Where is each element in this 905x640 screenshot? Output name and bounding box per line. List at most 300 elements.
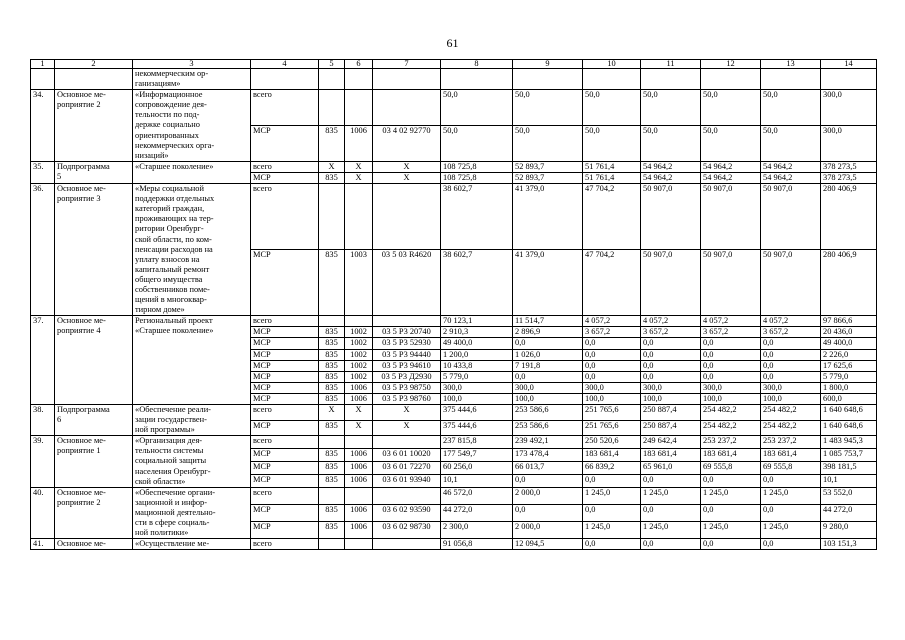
cell-c7: 03 5 Р3 20740 xyxy=(373,327,441,338)
event-description-cell: «Старшее поколение» xyxy=(133,161,251,183)
column-number: 9 xyxy=(513,60,583,69)
column-number: 10 xyxy=(583,60,641,69)
cell-c10: 50,0 xyxy=(583,126,641,162)
table-row xyxy=(31,405,877,421)
cell-c13: 50,0 xyxy=(761,90,821,126)
cell-c10: 4 057,2 xyxy=(583,316,641,327)
cell-c7: Х xyxy=(373,161,441,172)
row-number-cell: 39. xyxy=(31,436,55,487)
cell-c13: 254 482,2 xyxy=(761,420,821,436)
cell-c9: 52 893,7 xyxy=(513,161,583,172)
cell-c8: 375 444,6 xyxy=(441,420,513,436)
cell-c4: МСР xyxy=(251,462,319,475)
cell-c5 xyxy=(319,316,345,327)
cell-c10: 300,0 xyxy=(583,382,641,393)
cell-c7: 03 5 03 R4620 xyxy=(373,250,441,316)
cell-c6: 1006 xyxy=(345,474,373,487)
cell-c6: 1006 xyxy=(345,449,373,462)
cell-c6: 1002 xyxy=(345,371,373,382)
cell-c10 xyxy=(583,69,641,90)
cell-c14: 20 436,0 xyxy=(821,327,877,338)
cell-c5: 835 xyxy=(319,420,345,436)
cell-c8: 60 256,0 xyxy=(441,462,513,475)
cell-c6: Х xyxy=(345,405,373,421)
cell-c10: 50,0 xyxy=(583,90,641,126)
event-description-cell: «Осуществление ме- xyxy=(133,539,251,550)
cell-c5 xyxy=(319,69,345,90)
cell-c4: всего xyxy=(251,184,319,250)
cell-c12: 0,0 xyxy=(701,504,761,521)
cell-c7: Х xyxy=(373,405,441,421)
cell-c13: 50 907,0 xyxy=(761,184,821,250)
cell-c10: 0,0 xyxy=(583,539,641,550)
cell-c14: 398 181,5 xyxy=(821,462,877,475)
cell-c4: МСР xyxy=(251,504,319,521)
cell-c7: Х xyxy=(373,420,441,436)
cell-c4 xyxy=(251,69,319,90)
cell-c10: 0,0 xyxy=(583,504,641,521)
cell-c14: 2 226,0 xyxy=(821,349,877,360)
cell-c11: 0,0 xyxy=(641,474,701,487)
cell-c13: 1 245,0 xyxy=(761,522,821,539)
cell-c4: МСР xyxy=(251,327,319,338)
column-number: 14 xyxy=(821,60,877,69)
cell-c8: 10 433,8 xyxy=(441,360,513,371)
cell-c13: 0,0 xyxy=(761,539,821,550)
cell-c7: 03 6 01 93940 xyxy=(373,474,441,487)
column-number-row xyxy=(31,60,877,69)
cell-c13: 0,0 xyxy=(761,371,821,382)
cell-c6: 1006 xyxy=(345,522,373,539)
cell-c14: 1 085 753,7 xyxy=(821,449,877,462)
row-number-cell: 34. xyxy=(31,90,55,162)
cell-c11: 50,0 xyxy=(641,90,701,126)
cell-c7 xyxy=(373,69,441,90)
cell-c10: 47 704,2 xyxy=(583,250,641,316)
cell-c14: 97 866,6 xyxy=(821,316,877,327)
cell-c5 xyxy=(319,487,345,504)
cell-c7: 03 5 Р3 94610 xyxy=(373,360,441,371)
cell-c7: 03 6 01 10020 xyxy=(373,449,441,462)
cell-c5 xyxy=(319,90,345,126)
cell-c10: 66 839,2 xyxy=(583,462,641,475)
column-number: 8 xyxy=(441,60,513,69)
cell-c10: 0,0 xyxy=(583,371,641,382)
cell-c11: 54 964,2 xyxy=(641,161,701,172)
cell-c14: 1 640 648,6 xyxy=(821,405,877,421)
event-name-cell: Основное ме- роприятие 2 xyxy=(55,90,133,162)
cell-c7: 03 6 01 72270 xyxy=(373,462,441,475)
cell-c6 xyxy=(345,487,373,504)
cell-c6 xyxy=(345,316,373,327)
event-description-cell: «Обеспечение органи- зационной и инфор- мационной деятельно- сти в сфере социаль- ной политики» xyxy=(133,487,251,538)
cell-c9: 2 000,0 xyxy=(513,522,583,539)
cell-c8: 1 200,0 xyxy=(441,349,513,360)
cell-c9: 0,0 xyxy=(513,338,583,349)
cell-c4: МСР xyxy=(251,382,319,393)
cell-c13: 69 555,8 xyxy=(761,462,821,475)
cell-c8: 2 300,0 xyxy=(441,522,513,539)
event-name-cell: Основное ме- роприятие 4 xyxy=(55,316,133,405)
cell-c9: 100,0 xyxy=(513,393,583,404)
cell-c11: 0,0 xyxy=(641,349,701,360)
column-number: 12 xyxy=(701,60,761,69)
cell-c13: 54 964,2 xyxy=(761,161,821,172)
cell-c13: 50,0 xyxy=(761,126,821,162)
event-description-cell: некоммерческим ор- ганизациям» xyxy=(133,69,251,90)
cell-c7 xyxy=(373,90,441,126)
cell-c12: 253 237,2 xyxy=(701,436,761,449)
cell-c5: 835 xyxy=(319,393,345,404)
cell-c4: всего xyxy=(251,487,319,504)
cell-c7: 03 5 Р3 94440 xyxy=(373,349,441,360)
cell-c13: 300,0 xyxy=(761,382,821,393)
cell-c4: всего xyxy=(251,316,319,327)
cell-c9: 41 379,0 xyxy=(513,250,583,316)
cell-c7: 03 4 02 92770 xyxy=(373,126,441,162)
cell-c8: 237 815,8 xyxy=(441,436,513,449)
cell-c8: 70 123,1 xyxy=(441,316,513,327)
cell-c10: 250 520,6 xyxy=(583,436,641,449)
event-description-cell: «Организация дея- тельности системы социальной защиты населения Оренбург- ской области» xyxy=(133,436,251,487)
cell-c4: всего xyxy=(251,405,319,421)
cell-c4: МСР xyxy=(251,338,319,349)
cell-c13: 100,0 xyxy=(761,393,821,404)
cell-c9: 253 586,6 xyxy=(513,420,583,436)
cell-c9: 0,0 xyxy=(513,371,583,382)
column-number: 4 xyxy=(251,60,319,69)
cell-c10: 0,0 xyxy=(583,474,641,487)
cell-c9: 50,0 xyxy=(513,90,583,126)
cell-c11: 50 907,0 xyxy=(641,250,701,316)
cell-c14: 17 625,6 xyxy=(821,360,877,371)
column-number: 2 xyxy=(55,60,133,69)
cell-c5: 835 xyxy=(319,327,345,338)
cell-c12: 254 482,2 xyxy=(701,405,761,421)
cell-c4: МСР xyxy=(251,474,319,487)
cell-c6: Х xyxy=(345,420,373,436)
cell-c10: 251 765,6 xyxy=(583,405,641,421)
cell-c13: 0,0 xyxy=(761,504,821,521)
cell-c9 xyxy=(513,69,583,90)
cell-c7 xyxy=(373,487,441,504)
cell-c11: 100,0 xyxy=(641,393,701,404)
cell-c9: 0,0 xyxy=(513,504,583,521)
cell-c13: 1 245,0 xyxy=(761,487,821,504)
table-row xyxy=(31,539,877,550)
cell-c14: 1 483 945,3 xyxy=(821,436,877,449)
cell-c8: 50,0 xyxy=(441,126,513,162)
cell-c11: 0,0 xyxy=(641,539,701,550)
cell-c13: 183 681,4 xyxy=(761,449,821,462)
cell-c8: 46 572,0 xyxy=(441,487,513,504)
cell-c6: Х xyxy=(345,172,373,183)
cell-c13: 54 964,2 xyxy=(761,172,821,183)
cell-c9: 2 896,9 xyxy=(513,327,583,338)
cell-c12 xyxy=(701,69,761,90)
event-name-cell: Подпрограмма 5 xyxy=(55,161,133,183)
cell-c8: 10,1 xyxy=(441,474,513,487)
cell-c14: 53 552,0 xyxy=(821,487,877,504)
cell-c14: 280 406,9 xyxy=(821,250,877,316)
column-number: 13 xyxy=(761,60,821,69)
table-row xyxy=(31,90,877,126)
cell-c13: 50 907,0 xyxy=(761,250,821,316)
cell-c11: 3 657,2 xyxy=(641,327,701,338)
cell-c10: 1 245,0 xyxy=(583,522,641,539)
cell-c9: 12 094,5 xyxy=(513,539,583,550)
cell-c12: 100,0 xyxy=(701,393,761,404)
cell-c5: 835 xyxy=(319,250,345,316)
cell-c11: 183 681,4 xyxy=(641,449,701,462)
event-name-cell: Основное ме- xyxy=(55,539,133,550)
cell-c11: 1 245,0 xyxy=(641,522,701,539)
cell-c7: Х xyxy=(373,172,441,183)
cell-c8: 44 272,0 xyxy=(441,504,513,521)
cell-c14: 1 640 648,6 xyxy=(821,420,877,436)
cell-c14: 44 272,0 xyxy=(821,504,877,521)
cell-c12: 300,0 xyxy=(701,382,761,393)
cell-c12: 50 907,0 xyxy=(701,250,761,316)
event-description-cell: «Обеспечение реали- зации государствен- ной программы» xyxy=(133,405,251,436)
cell-c12: 0,0 xyxy=(701,360,761,371)
cell-c12: 50 907,0 xyxy=(701,184,761,250)
cell-c13: 0,0 xyxy=(761,349,821,360)
event-name-cell: Подпрограмма 6 xyxy=(55,405,133,436)
cell-c11: 250 887,4 xyxy=(641,405,701,421)
cell-c8: 38 602,7 xyxy=(441,250,513,316)
row-number-cell xyxy=(31,69,55,90)
cell-c8 xyxy=(441,69,513,90)
cell-c9: 50,0 xyxy=(513,126,583,162)
cell-c9: 239 492,1 xyxy=(513,436,583,449)
cell-c11: 4 057,2 xyxy=(641,316,701,327)
cell-c5: 835 xyxy=(319,522,345,539)
event-name-cell xyxy=(55,69,133,90)
cell-c10: 0,0 xyxy=(583,338,641,349)
cell-c11: 250 887,4 xyxy=(641,420,701,436)
cell-c11: 300,0 xyxy=(641,382,701,393)
cell-c5: 835 xyxy=(319,338,345,349)
cell-c4: МСР xyxy=(251,522,319,539)
cell-c14: 5 779,0 xyxy=(821,371,877,382)
cell-c13 xyxy=(761,69,821,90)
cell-c7: 03 5 Р3 Д2930 xyxy=(373,371,441,382)
cell-c8: 375 444,6 xyxy=(441,405,513,421)
cell-c14: 9 280,0 xyxy=(821,522,877,539)
cell-c13: 0,0 xyxy=(761,474,821,487)
cell-c13: 254 482,2 xyxy=(761,405,821,421)
cell-c7: 03 5 Р3 98760 xyxy=(373,393,441,404)
row-number-cell: 38. xyxy=(31,405,55,436)
cell-c4: МСР xyxy=(251,349,319,360)
cell-c6: 1002 xyxy=(345,327,373,338)
cell-c12: 54 964,2 xyxy=(701,172,761,183)
cell-c6 xyxy=(345,539,373,550)
cell-c11: 0,0 xyxy=(641,371,701,382)
cell-c5: Х xyxy=(319,161,345,172)
cell-c6: 1006 xyxy=(345,393,373,404)
cell-c7: 03 6 02 93590 xyxy=(373,504,441,521)
cell-c12: 0,0 xyxy=(701,371,761,382)
table-row xyxy=(31,69,877,90)
cell-c5 xyxy=(319,539,345,550)
cell-c7 xyxy=(373,436,441,449)
cell-c6: 1002 xyxy=(345,338,373,349)
cell-c7: 03 6 02 98730 xyxy=(373,522,441,539)
cell-c5: 835 xyxy=(319,462,345,475)
cell-c4: МСР xyxy=(251,393,319,404)
cell-c8: 5 779,0 xyxy=(441,371,513,382)
cell-c10: 0,0 xyxy=(583,360,641,371)
table-row xyxy=(31,184,877,250)
cell-c12: 0,0 xyxy=(701,338,761,349)
cell-c4: МСР xyxy=(251,420,319,436)
table-row xyxy=(31,316,877,327)
cell-c9: 52 893,7 xyxy=(513,172,583,183)
row-number-cell: 40. xyxy=(31,487,55,538)
event-name-cell: Основное ме- роприятие 1 xyxy=(55,436,133,487)
cell-c8: 108 725,8 xyxy=(441,161,513,172)
cell-c12: 50,0 xyxy=(701,90,761,126)
cell-c14: 103 151,3 xyxy=(821,539,877,550)
cell-c5: 835 xyxy=(319,474,345,487)
cell-c6 xyxy=(345,69,373,90)
cell-c5: 835 xyxy=(319,449,345,462)
cell-c5: Х xyxy=(319,405,345,421)
cell-c10: 47 704,2 xyxy=(583,184,641,250)
cell-c14: 300,0 xyxy=(821,90,877,126)
cell-c10: 51 761,4 xyxy=(583,161,641,172)
cell-c5: 835 xyxy=(319,382,345,393)
cell-c12: 54 964,2 xyxy=(701,161,761,172)
cell-c8: 49 400,0 xyxy=(441,338,513,349)
cell-c5: 835 xyxy=(319,126,345,162)
cell-c12: 0,0 xyxy=(701,474,761,487)
cell-c4: МСР xyxy=(251,172,319,183)
cell-c9: 253 586,6 xyxy=(513,405,583,421)
cell-c14: 378 273,5 xyxy=(821,172,877,183)
cell-c11: 0,0 xyxy=(641,338,701,349)
column-number: 11 xyxy=(641,60,701,69)
cell-c14: 49 400,0 xyxy=(821,338,877,349)
cell-c4: МСР xyxy=(251,449,319,462)
cell-c8: 108 725,8 xyxy=(441,172,513,183)
cell-c14: 600,0 xyxy=(821,393,877,404)
cell-c9: 2 000,0 xyxy=(513,487,583,504)
table-row xyxy=(31,487,877,504)
cell-c14: 280 406,9 xyxy=(821,184,877,250)
cell-c14: 300,0 xyxy=(821,126,877,162)
column-number: 7 xyxy=(373,60,441,69)
cell-c11: 0,0 xyxy=(641,360,701,371)
event-name-cell: Основное ме- роприятие 2 xyxy=(55,487,133,538)
cell-c14: 378 273,5 xyxy=(821,161,877,172)
cell-c14: 10,1 xyxy=(821,474,877,487)
cell-c12: 183 681,4 xyxy=(701,449,761,462)
cell-c9: 0,0 xyxy=(513,474,583,487)
row-number-cell: 41. xyxy=(31,539,55,550)
cell-c5: 835 xyxy=(319,504,345,521)
cell-c13: 0,0 xyxy=(761,338,821,349)
cell-c11: 50,0 xyxy=(641,126,701,162)
cell-c7 xyxy=(373,184,441,250)
event-description-cell: «Информационное сопровождение дея- тельности по под- держке социально ориентированных некоммерческих орга- низаций» xyxy=(133,90,251,162)
cell-c11: 54 964,2 xyxy=(641,172,701,183)
cell-c8: 91 056,8 xyxy=(441,539,513,550)
cell-c8: 100,0 xyxy=(441,393,513,404)
cell-c10: 3 657,2 xyxy=(583,327,641,338)
cell-c8: 38 602,7 xyxy=(441,184,513,250)
cell-c13: 0,0 xyxy=(761,360,821,371)
cell-c10: 183 681,4 xyxy=(583,449,641,462)
cell-c6: Х xyxy=(345,161,373,172)
cell-c6: 1006 xyxy=(345,126,373,162)
cell-c6: 1006 xyxy=(345,462,373,475)
cell-c4: МСР xyxy=(251,250,319,316)
cell-c11: 0,0 xyxy=(641,504,701,521)
table-row xyxy=(31,436,877,449)
cell-c4: МСР xyxy=(251,371,319,382)
cell-c6 xyxy=(345,90,373,126)
cell-c7 xyxy=(373,539,441,550)
cell-c5 xyxy=(319,436,345,449)
cell-c7: 03 5 Р3 98750 xyxy=(373,382,441,393)
cell-c11: 50 907,0 xyxy=(641,184,701,250)
page-number: 61 xyxy=(446,36,459,50)
cell-c13: 4 057,2 xyxy=(761,316,821,327)
cell-c5: 835 xyxy=(319,371,345,382)
cell-c14: 1 800,0 xyxy=(821,382,877,393)
cell-c12: 50,0 xyxy=(701,126,761,162)
cell-c12: 4 057,2 xyxy=(701,316,761,327)
column-number: 3 xyxy=(133,60,251,69)
cell-c8: 300,0 xyxy=(441,382,513,393)
cell-c10: 51 761,4 xyxy=(583,172,641,183)
cell-c6: 1002 xyxy=(345,349,373,360)
cell-c11: 1 245,0 xyxy=(641,487,701,504)
cell-c9: 300,0 xyxy=(513,382,583,393)
cell-c6 xyxy=(345,184,373,250)
cell-c6: 1006 xyxy=(345,504,373,521)
column-number: 5 xyxy=(319,60,345,69)
cell-c12: 0,0 xyxy=(701,349,761,360)
cell-c7: 03 5 Р3 52930 xyxy=(373,338,441,349)
cell-c5: 835 xyxy=(319,172,345,183)
cell-c10: 100,0 xyxy=(583,393,641,404)
cell-c6 xyxy=(345,436,373,449)
cell-c4: МСР xyxy=(251,126,319,162)
cell-c9: 173 478,4 xyxy=(513,449,583,462)
cell-c6: 1006 xyxy=(345,382,373,393)
cell-c8: 2 910,3 xyxy=(441,327,513,338)
event-description-cell: «Меры социальной поддержки отдельных категорий граждан, проживающих на тер- ритории Оренбург- ской области, по ком- пенсации расходов на уплату взносов на капитальный ремонт общего имущества собственников поме- щений в многоквар- тирном доме» xyxy=(133,184,251,316)
cell-c4: МСР xyxy=(251,360,319,371)
cell-c12: 69 555,8 xyxy=(701,462,761,475)
cell-c11: 249 642,4 xyxy=(641,436,701,449)
cell-c5: 835 xyxy=(319,349,345,360)
column-number: 1 xyxy=(31,60,55,69)
cell-c9: 66 013,7 xyxy=(513,462,583,475)
cell-c12: 1 245,0 xyxy=(701,487,761,504)
cell-c5: 835 xyxy=(319,360,345,371)
cell-c10: 0,0 xyxy=(583,349,641,360)
cell-c9: 1 026,0 xyxy=(513,349,583,360)
cell-c11: 65 961,0 xyxy=(641,462,701,475)
cell-c10: 1 245,0 xyxy=(583,487,641,504)
cell-c4: всего xyxy=(251,436,319,449)
cell-c7 xyxy=(373,316,441,327)
